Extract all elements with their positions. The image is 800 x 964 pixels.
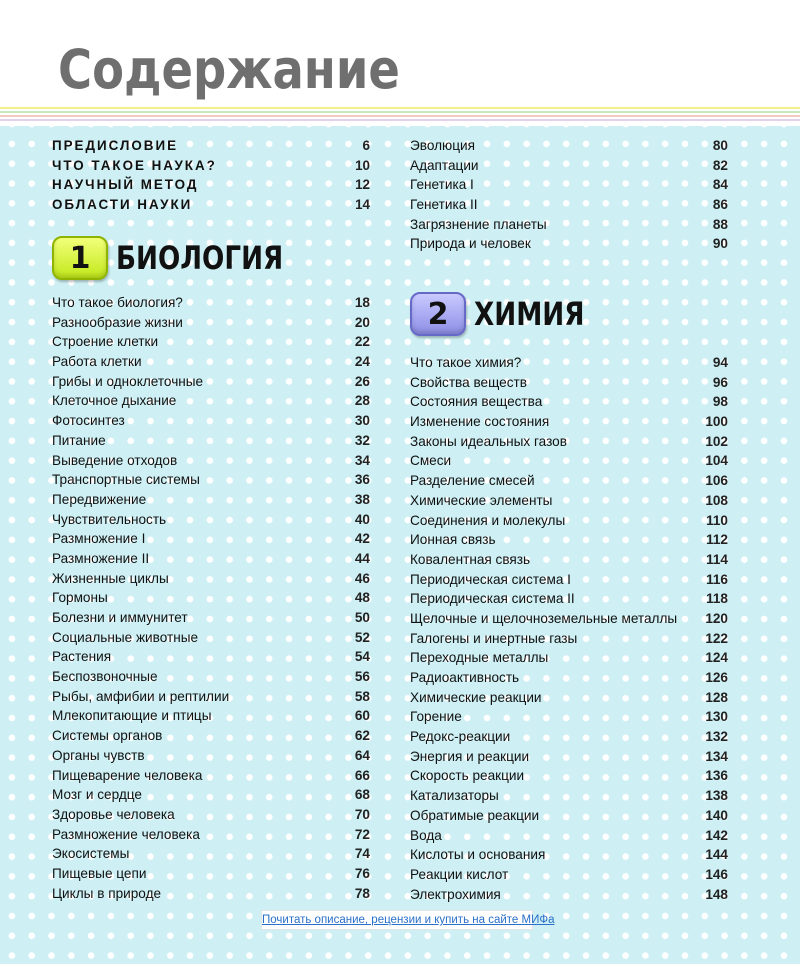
toc-entry-page: 90 [712, 236, 728, 252]
toc-entry-page: 84 [712, 177, 728, 193]
toc-entry-title: Периодическая система I [410, 571, 571, 587]
toc-entry-page: 32 [354, 432, 370, 448]
biology-entries-list [52, 293, 370, 903]
toc-entry-page: 102 [705, 433, 728, 449]
toc-entry-page: 96 [712, 374, 728, 390]
toc-entry-title: Периодическая система II [410, 591, 575, 607]
toc-entry-title: Разделение смесей [410, 473, 535, 489]
toc-entry [410, 195, 728, 215]
toc-entry-page: 80 [712, 138, 728, 153]
toc-entry-title: Природа и человек [410, 236, 531, 252]
toc-entry-page: 56 [354, 669, 370, 685]
toc-entry [410, 550, 728, 570]
toc-entry [52, 726, 370, 746]
toc-entry-title: НАУЧНЫЙ МЕТОД [52, 177, 199, 193]
toc-entry-title: Размножение I [52, 531, 146, 547]
toc-entry-title: Редокс-реакции [410, 729, 511, 745]
toc-entry-page: 120 [705, 610, 728, 626]
chemistry-entries-list [410, 353, 728, 904]
toc-entry [410, 707, 728, 727]
toc-entry-title: Размножение II [52, 550, 150, 566]
toc-entry-page: 54 [354, 649, 370, 665]
toc-entry-title: Законы идеальных газов [410, 433, 567, 449]
toc-entry-title: Пищевые цепи [52, 865, 147, 881]
toc-entry-title: Смеси [410, 453, 452, 469]
biology-continued-list [410, 136, 728, 254]
toc-entry [410, 451, 728, 471]
toc-entry-title: Строение клетки [52, 334, 159, 350]
toc-entry-page: 82 [712, 157, 728, 173]
toc-entry-title: Изменение состояния [410, 414, 550, 430]
toc-entry [52, 431, 370, 451]
toc-entry [410, 747, 728, 767]
toc-entry-page: 110 [706, 512, 728, 528]
toc-entry-page: 62 [354, 728, 370, 744]
toc-entry-page: 60 [354, 708, 370, 724]
toc-entry [410, 234, 728, 254]
toc-entry-title: Скорость реакции [410, 768, 525, 784]
toc-entry [410, 629, 728, 649]
toc-entry-page: 144 [705, 847, 728, 863]
toc-entry-title: Органы чувств [52, 747, 145, 763]
toc-entry [52, 136, 370, 156]
toc-entry-page: 86 [712, 197, 728, 213]
toc-entry-title: Что такое химия? [410, 355, 522, 370]
toc-entry-page: 64 [354, 747, 370, 763]
toc-entry-title: Жизненные циклы [52, 570, 169, 586]
toc-entry-title: Адаптации [410, 157, 479, 173]
toc-entry-title: ЧТО ТАКОЕ НАУКА? [52, 157, 217, 173]
toc-entry-title: Что такое биология? [52, 295, 183, 310]
toc-entry-page: 94 [712, 355, 728, 370]
toc-entry-title: Загрязнение планеты [410, 216, 547, 232]
toc-entry [52, 195, 370, 215]
toc-entry-title: Циклы в природе [52, 885, 162, 901]
toc-entry-page: 98 [712, 394, 728, 410]
toc-entry [410, 688, 728, 708]
toc-entry-title: Выведение отходов [52, 452, 178, 468]
toc-entry-page: 24 [354, 354, 370, 370]
toc-entry [410, 530, 728, 550]
stripe-4 [0, 119, 800, 121]
toc-entry-title: Щелочные и щелочноземельные металлы [410, 610, 678, 626]
toc-entry-title: Свойства веществ [410, 374, 527, 390]
section-header-biology [52, 236, 320, 280]
front-matter-list [52, 136, 370, 215]
toc-entry-page: 112 [706, 532, 728, 548]
section-number-badge: 1 [52, 236, 108, 280]
toc-entry-page: 78 [354, 885, 370, 901]
toc-entry-page: 10 [355, 157, 370, 173]
toc-entry-title: Энергия и реакции [410, 748, 530, 764]
toc-entry-page: 104 [705, 453, 728, 469]
toc-entry [52, 687, 370, 707]
toc-entry [52, 825, 370, 845]
section-header-chemistry [410, 292, 609, 336]
toc-entry-page: 114 [706, 551, 728, 567]
toc-entry-title: Генетика II [410, 197, 478, 213]
toc-entry-page: 130 [705, 709, 728, 725]
toc-entry [52, 332, 370, 352]
toc-entry-title: Радиоактивность [410, 670, 520, 685]
toc-entry [52, 156, 370, 176]
toc-entry-page: 12 [355, 177, 370, 193]
toc-entry-title: Генетика I [410, 177, 474, 193]
toc-entry [52, 569, 370, 589]
toc-entry-title: Химические элементы [410, 492, 553, 508]
toc-entry-title: Галогены и инертные газы [410, 630, 578, 646]
toc-entry-page: 34 [354, 452, 370, 468]
toc-entry [52, 529, 370, 549]
toc-entry-page: 138 [705, 788, 728, 804]
toc-entry [52, 706, 370, 726]
stripe-1 [0, 107, 800, 109]
toc-entry-title: Млекопитающие и птицы [52, 708, 212, 724]
toc-entry [52, 864, 370, 884]
toc-entry [410, 412, 728, 432]
toc-entry [52, 628, 370, 648]
toc-entry [52, 372, 370, 392]
toc-entry [52, 805, 370, 825]
toc-entry-title: Социальные животные [52, 629, 199, 645]
toc-entry-title: ОБЛАСТИ НАУКИ [52, 197, 193, 213]
toc-entry-page: 46 [354, 570, 370, 586]
toc-entry-title: Транспортные системы [52, 472, 200, 488]
toc-entry [410, 471, 728, 491]
toc-entry [410, 668, 728, 688]
toc-entry-page: 36 [354, 472, 370, 488]
toc-entry-title: Горение [410, 709, 462, 725]
toc-entry [52, 470, 370, 490]
toc-entry-page: 48 [354, 590, 370, 606]
toc-entry [410, 432, 728, 452]
toc-entry-title: Разнообразие жизни [52, 314, 183, 330]
toc-entry-page: 116 [706, 571, 728, 587]
toc-entry [410, 175, 728, 195]
toc-entry [410, 589, 728, 609]
decorative-stripes [0, 107, 800, 123]
toc-entry [52, 588, 370, 608]
toc-entry [410, 806, 728, 826]
toc-entry-title: Мозг и сердце [52, 787, 142, 803]
toc-entry [52, 844, 370, 864]
toc-entry [52, 293, 370, 313]
toc-entry-title: Грибы и одноклеточные [52, 373, 204, 389]
toc-entry-title: Переходные металлы [410, 650, 549, 666]
toc-entry-page: 142 [705, 827, 728, 843]
toc-entry [52, 884, 370, 904]
toc-entry-page: 118 [706, 591, 728, 607]
toc-entry-page: 18 [354, 295, 370, 310]
toc-entry-title: Ковалентная связь [410, 551, 531, 567]
section-number-badge: 2 [410, 292, 466, 336]
toc-entry [410, 885, 728, 905]
toc-entry [410, 491, 728, 511]
toc-entry-title: Клеточное дыхание [52, 393, 177, 409]
toc-entry-title: Работа клетки [52, 354, 142, 370]
toc-entry-page: 44 [354, 550, 370, 566]
toc-entry [410, 511, 728, 531]
toc-entry-title: Чувствительность [52, 511, 167, 527]
shop-link[interactable]: Почитать описание, рецензии и купить на сайте МИФа [261, 910, 533, 930]
stripe-3 [0, 115, 800, 117]
toc-entry-page: 30 [354, 413, 370, 429]
toc-entry-title: Электрохимия [410, 886, 501, 902]
toc-entry-page: 22 [354, 334, 370, 350]
toc-entry [52, 490, 370, 510]
toc-entry-page: 76 [354, 865, 370, 881]
toc-entry-page: 122 [705, 630, 728, 646]
toc-entry-title: Рыбы, амфибии и рептилии [52, 688, 230, 704]
toc-entry-title: Болезни и иммунитет [52, 610, 188, 625]
toc-entry-page: 38 [354, 491, 370, 507]
toc-entry-title: Фотосинтез [52, 413, 125, 429]
toc-entry-title: Растения [52, 649, 112, 665]
toc-entry-title: Соединения и молекулы [410, 512, 566, 528]
toc-entry [410, 648, 728, 668]
toc-entry-page: 72 [354, 826, 370, 842]
toc-entry-page: 132 [705, 729, 728, 745]
toc-entry-page: 74 [354, 846, 370, 862]
toc-entry [410, 865, 728, 885]
toc-entry-title: Эволюция [410, 138, 475, 153]
toc-entry [52, 549, 370, 569]
toc-entry-title: Гормоны [52, 590, 108, 606]
toc-entry [52, 313, 370, 333]
toc-entry [410, 727, 728, 747]
toc-entry [410, 826, 728, 846]
toc-entry-page: 124 [705, 650, 728, 666]
toc-entry [410, 136, 728, 156]
toc-entry-title: Реакции кислот [410, 866, 509, 882]
toc-entry-page: 28 [354, 393, 370, 409]
toc-entry [410, 215, 728, 235]
section-title: ХИМИЯ [474, 295, 585, 333]
toc-entry-title: Здоровье человека [52, 806, 175, 822]
toc-entry-page: 20 [354, 314, 370, 330]
toc-entry-title: Вода [410, 827, 442, 843]
toc-entry-page: 88 [712, 216, 728, 232]
toc-entry [52, 510, 370, 530]
toc-entry-title: Системы органов [52, 728, 163, 744]
toc-entry [52, 451, 370, 471]
toc-entry-page: 58 [354, 688, 370, 704]
toc-entry [410, 353, 728, 373]
toc-entry-page: 66 [354, 767, 370, 783]
toc-entry [410, 845, 728, 865]
toc-entry [52, 785, 370, 805]
toc-entry [52, 391, 370, 411]
toc-entry-page: 52 [354, 629, 370, 645]
toc-entry [52, 411, 370, 431]
toc-entry-title: Ионная связь [410, 532, 496, 548]
toc-entry [410, 786, 728, 806]
toc-entry-title: ПРЕДИСЛОВИЕ [52, 138, 179, 153]
toc-entry-title: Состояния вещества [410, 394, 543, 410]
toc-entry [52, 608, 370, 628]
toc-entry [410, 392, 728, 412]
toc-entry-page: 128 [705, 689, 728, 705]
toc-entry [52, 647, 370, 667]
toc-entry [410, 609, 728, 629]
toc-entry-page: 136 [705, 768, 728, 784]
toc-entry-title: Химические реакции [410, 689, 542, 705]
toc-entry-page: 134 [705, 748, 728, 764]
toc-entry-page: 40 [354, 511, 370, 527]
toc-entry-page: 146 [705, 866, 728, 882]
toc-entry-page: 106 [705, 473, 728, 489]
toc-entry-page: 70 [354, 806, 370, 822]
toc-entry [410, 570, 728, 590]
toc-entry-page: 68 [354, 787, 370, 803]
toc-entry-title: Питание [52, 432, 106, 448]
toc-entry-title: Передвижение [52, 491, 147, 507]
toc-entry [410, 766, 728, 786]
toc-entry-title: Пищеварение человека [52, 767, 203, 783]
toc-entry-page: 14 [355, 197, 370, 213]
toc-entry-page: 26 [354, 373, 370, 389]
toc-entry-title: Обратимые реакции [410, 807, 540, 823]
stripe-2 [0, 111, 800, 113]
toc-entry-title: Кислоты и основания [410, 847, 546, 863]
toc-entry [52, 175, 370, 195]
page-title: Содержание [58, 38, 400, 101]
toc-entry-title: Размножение человека [52, 826, 200, 842]
toc-entry-page: 50 [354, 610, 370, 625]
toc-entry [52, 746, 370, 766]
section-title: БИОЛОГИЯ [116, 239, 284, 277]
toc-entry [410, 373, 728, 393]
toc-entry [52, 766, 370, 786]
toc-entry [410, 156, 728, 176]
toc-entry-title: Катализаторы [410, 788, 499, 804]
toc-entry-title: Беспозвоночные [52, 669, 158, 685]
toc-entry-page: 6 [362, 138, 370, 153]
toc-entry-page: 148 [705, 886, 728, 902]
toc-entry [52, 667, 370, 687]
toc-entry-page: 140 [705, 807, 728, 823]
toc-entry [52, 352, 370, 372]
toc-entry-page: 100 [705, 414, 728, 430]
toc-entry-title: Экосистемы [52, 846, 130, 862]
toc-entry-page: 126 [705, 670, 728, 685]
toc-entry-page: 42 [354, 531, 370, 547]
toc-entry-page: 108 [705, 492, 728, 508]
